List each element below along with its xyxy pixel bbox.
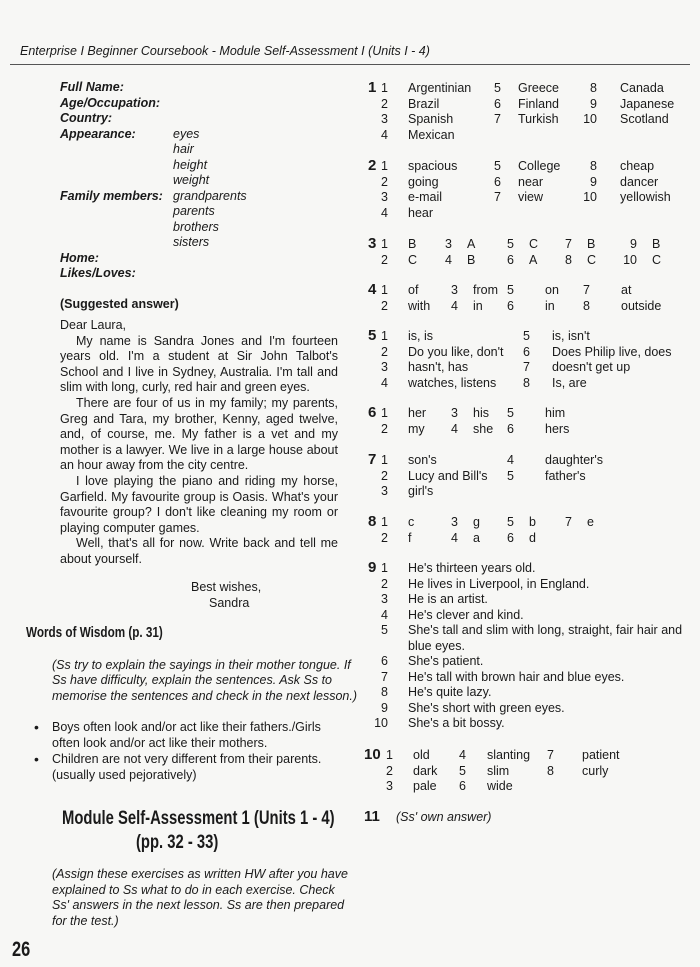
answer-text: she — [473, 421, 494, 436]
likes-label: Likes/Loves: — [60, 266, 136, 280]
module-note-line: Ss' answers in the next lesson. Ss are then prepared — [52, 898, 345, 912]
module-note-line: (Assign these exercises as written HW after you have — [52, 867, 348, 881]
answer-number: 7 — [565, 515, 572, 529]
answer-number: 1 — [381, 159, 388, 173]
answer-text: daughter's — [545, 453, 603, 467]
answer-number: 5 — [507, 237, 514, 251]
answer-text: g — [473, 515, 480, 529]
answer-number: 2 — [381, 252, 388, 267]
home-label: Home: — [60, 251, 99, 265]
answer-number: 2 — [381, 468, 388, 483]
answer-text: He is an artist. — [408, 592, 488, 606]
answer-number: 8 — [565, 252, 572, 267]
answer-number: 7 — [565, 237, 572, 251]
answer-text: Japanese — [620, 96, 675, 111]
module-title: Module Self-Assessment 1 (Units 1 - 4) — [62, 808, 335, 829]
answer-number: 5 — [381, 623, 388, 637]
answer-text: father's — [545, 468, 586, 483]
answer-number: 3 — [451, 515, 458, 529]
answer-number: 6 — [494, 96, 501, 111]
module-note-line: for the test.) — [52, 914, 119, 928]
question-number: 7 — [368, 451, 377, 468]
answer-text: B — [652, 237, 661, 251]
answer-number: 7 — [583, 283, 590, 297]
answer-text: Finland — [518, 96, 559, 111]
answer-number: 6 — [494, 174, 501, 189]
question-number: 1 — [368, 79, 377, 96]
question-number: 9 — [368, 559, 377, 576]
answer-text: College — [518, 159, 561, 173]
appearance-item: weight — [173, 173, 210, 187]
letter-paragraph: There are four of us in my family; my parents, Greg and Tara, my brother, Kenny, aged twelve, and, of course, me. My father is a vet and my mother is a lawyer. We live in a large house about an hour away from the city centre. — [60, 395, 338, 473]
family-item: brothers — [173, 220, 219, 234]
answer-number: 10 — [583, 112, 597, 126]
answer-text: e-mail — [408, 190, 443, 204]
answer-number: 7 — [494, 190, 501, 204]
answer-number: 3 — [386, 779, 393, 793]
answer-text: going — [408, 174, 439, 189]
answer-number: 8 — [381, 685, 388, 699]
wisdom-title: Words of Wisdom (p. 31) — [26, 624, 163, 641]
answer-text: dancer — [620, 174, 659, 189]
answer-number: 7 — [381, 669, 388, 684]
page-header: Enterprise I Beginner Coursebook - Module Self-Assessment I (Units I - 4) — [20, 44, 430, 58]
answer-number: 9 — [590, 96, 597, 111]
answer-number: 2 — [381, 530, 388, 545]
answer-number: 1 — [381, 329, 388, 343]
answer-number: 2 — [381, 576, 388, 591]
answer-number: 2 — [381, 174, 388, 189]
answer-text: He's tall with brown hair and blue eyes. — [408, 669, 625, 684]
answer-text: slanting — [487, 748, 531, 762]
letter-closing: Best wishes, — [191, 580, 262, 594]
answer-number: 5 — [494, 159, 501, 173]
answer-text: She's tall and slim with long, straight, fair hair and — [408, 623, 683, 637]
answer-text: Argentinian — [408, 81, 472, 95]
answer-text: cheap — [620, 159, 655, 173]
answer-text: Canada — [620, 81, 664, 95]
answer-text: Is, are — [552, 375, 587, 390]
answer-text: B — [408, 237, 417, 251]
answer-text: in — [473, 298, 483, 313]
answer-number: 3 — [381, 112, 388, 126]
answer-text: old — [413, 748, 430, 762]
answer-text: girl's — [408, 484, 434, 498]
answer-number: 2 — [386, 763, 393, 778]
answer-text: Does Philip live, does — [552, 344, 672, 359]
answer-number: 4 — [445, 252, 452, 267]
answer-number: 7 — [523, 360, 530, 374]
letter — [60, 318, 338, 568]
letter-paragraph: I love playing the piano and riding my horse, Garfield. My favourite group is Oasis. What's your favourite group? I don't like cleaning my room or playing computer games. — [60, 473, 338, 535]
answer-text: of — [408, 283, 419, 297]
answer-text: outside — [621, 298, 662, 313]
answer-text: pale — [413, 779, 437, 793]
answer-number: 10 — [583, 190, 597, 204]
answer-text: He's quite lazy. — [408, 685, 492, 699]
letter-paragraph: Well, that's all for now. Write back and tell me about yourself. — [60, 536, 338, 566]
header-rule — [10, 64, 690, 65]
answer-number: 1 — [381, 81, 388, 95]
answer-number: 9 — [590, 174, 597, 189]
answer-text: B — [587, 237, 596, 251]
answer-text: He's clever and kind. — [408, 607, 524, 622]
appearance-item: height — [173, 158, 208, 172]
answer-text: C — [529, 237, 539, 251]
answer-text: from — [473, 283, 498, 297]
family-item: parents — [173, 204, 215, 218]
answer-text: Turkish — [518, 112, 559, 126]
answer-text: A — [467, 237, 476, 251]
appearance-label: Appearance: — [60, 127, 136, 141]
answer-number: 4 — [451, 298, 458, 313]
answer-text: slim — [487, 763, 510, 778]
answer-number: 4 — [507, 453, 514, 467]
answer-number: 5 — [459, 763, 466, 778]
page-number: 26 — [12, 938, 31, 961]
answer-text: my — [408, 421, 425, 436]
answer-text: d — [529, 530, 536, 545]
answer-text: She's a bit bossy. — [408, 716, 505, 730]
answer-number: 10 — [374, 716, 388, 730]
answer-number: 5 — [507, 406, 514, 420]
answer-number: 4 — [381, 607, 388, 622]
answer-text: He's thirteen years old. — [408, 561, 536, 575]
answer-number: 6 — [459, 779, 466, 793]
question-number: 5 — [368, 327, 377, 344]
country-label: Country: — [60, 111, 113, 125]
question-number: 8 — [368, 513, 377, 530]
answer-text: his — [473, 406, 489, 420]
wisdom-bullet-line: Boys often look and/or act like their fathers./Girls — [52, 720, 321, 734]
answer-text: yellowish — [620, 190, 671, 204]
answer-text: b — [529, 515, 536, 529]
answer-text: Spanish — [408, 112, 454, 126]
answer-number: 2 — [381, 344, 388, 359]
module-note-line: explained to Ss what to do in each exercise. Check — [52, 883, 335, 897]
answer-number: 3 — [381, 484, 388, 498]
answer-text: Lucy and Bill's — [408, 468, 488, 483]
answer-number: 2 — [381, 96, 388, 111]
answer-number: 9 — [630, 237, 637, 251]
answer-text: e — [587, 515, 594, 529]
answer-number: 3 — [381, 190, 388, 204]
answer-number: 3 — [381, 360, 388, 374]
answer-text: a — [473, 530, 480, 545]
bullet-icon: • — [34, 751, 39, 767]
appearance-item: hair — [173, 142, 194, 156]
family-item: grandparents — [173, 189, 247, 203]
family-label: Family members: — [60, 189, 163, 203]
answer-text: A — [529, 252, 538, 267]
answer-number: 5 — [507, 283, 514, 297]
answer-number: 4 — [451, 421, 458, 436]
wisdom-bullet-line: (usually used pejoratively) — [52, 768, 197, 782]
answer-text: He lives in Liverpool, in England. — [408, 576, 590, 591]
answer-number: 8 — [547, 763, 554, 778]
answer-text: Mexican — [408, 127, 455, 142]
answer-number: 9 — [381, 700, 388, 715]
answer-number: 3 — [445, 237, 452, 251]
answer-text: She's patient. — [408, 654, 484, 668]
answer-number: 2 — [381, 421, 388, 436]
answer-text: her — [408, 406, 427, 420]
answer-number: 6 — [523, 344, 530, 359]
answer-number: 5 — [507, 468, 514, 483]
answer-text: spacious — [408, 159, 458, 173]
answer-text: son's — [408, 453, 437, 467]
answer-number: 1 — [381, 453, 388, 467]
answer-text: watches, listens — [408, 375, 497, 390]
wisdom-bullet-line: often look and/or act like their mothers. — [52, 736, 268, 750]
answer-number: 8 — [523, 375, 530, 390]
answer-number: 5 — [523, 329, 530, 343]
answer-number: 1 — [381, 406, 388, 420]
answer-text: hers — [545, 421, 570, 436]
answer-number: 1 — [381, 561, 388, 575]
answer-number: 4 — [451, 530, 458, 545]
suggested-answer-label: (Suggested answer) — [60, 297, 179, 311]
answer-text: Scotland — [620, 112, 669, 126]
answer-number: 7 — [547, 748, 554, 762]
age-label: Age/Occupation: — [60, 96, 161, 110]
answer-number: 1 — [381, 283, 388, 297]
answer-number: 8 — [583, 298, 590, 313]
answer-text: B — [467, 252, 476, 267]
answer-number: 2 — [381, 298, 388, 313]
answer-text: patient — [582, 748, 620, 762]
answer-text: is, is — [408, 329, 433, 343]
answer-text: f — [408, 530, 412, 545]
answer-text: in — [545, 298, 555, 313]
answer-text: dark — [413, 763, 438, 778]
question-number: 6 — [368, 404, 377, 421]
letter-signature: Sandra — [209, 596, 250, 610]
answer-text: She's short with green eyes. — [408, 700, 565, 715]
answer-number: 3 — [451, 283, 458, 297]
answer-number: 4 — [381, 127, 388, 142]
answer-number: 4 — [381, 205, 388, 220]
answer-text: (Ss' own answer) — [396, 810, 492, 824]
answer-number: 6 — [507, 252, 514, 267]
question-number: 2 — [368, 157, 377, 174]
answer-text: Greece — [518, 81, 559, 95]
answer-text: Brazil — [408, 96, 440, 111]
wisdom-bullet-line: Children are not very different from their parents. — [52, 752, 322, 766]
answer-text: him — [545, 406, 566, 420]
answer-number: 1 — [381, 237, 388, 251]
answer-number: 6 — [507, 421, 514, 436]
answer-number: 4 — [459, 748, 466, 762]
answer-text: C — [587, 252, 597, 267]
answer-text: is, isn't — [552, 329, 590, 343]
answer-text: Do you like, don't — [408, 344, 504, 359]
wisdom-note-line: memorise the sentences and check in the next lesson.) — [52, 689, 358, 703]
bullet-icon: • — [34, 719, 39, 735]
module-pages: (pp. 32 - 33) — [136, 832, 219, 853]
answer-text: doesn't get up — [552, 360, 631, 374]
answer-text: c — [408, 515, 415, 529]
answer-number: 10 — [623, 252, 637, 267]
answer-text: at — [621, 283, 632, 297]
answer-text: blue eyes. — [408, 638, 465, 653]
appearance-item: eyes — [173, 127, 200, 141]
wisdom-note-line: (Ss try to explain the sayings in their mother tongue. If — [52, 658, 351, 672]
answer-number: 1 — [381, 515, 388, 529]
answer-text: near — [518, 174, 544, 189]
answer-text: on — [545, 283, 559, 297]
answer-text: curly — [582, 763, 609, 778]
answer-number: 8 — [590, 81, 597, 95]
letter-paragraph: My name is Sandra Jones and I'm fourteen years old. I'm a student at Sir John Talbot's School and I live in Sydney, Australia. I'm tall and slim with long, curly, red hair and green eyes. — [60, 333, 338, 395]
answer-number: 5 — [507, 515, 514, 529]
answer-number: 1 — [386, 748, 393, 762]
answer-text: with — [408, 298, 431, 313]
question-number: 3 — [368, 235, 377, 252]
answer-text: hear — [408, 205, 434, 220]
answer-number: 3 — [451, 406, 458, 420]
answer-text: wide — [487, 779, 513, 793]
answer-number: 3 — [381, 592, 388, 606]
answer-text: view — [518, 190, 544, 204]
family-item: sisters — [173, 235, 210, 249]
answer-text: C — [408, 252, 418, 267]
question-number: 10 — [364, 746, 381, 763]
answer-number: 6 — [507, 298, 514, 313]
wisdom-note-line: Ss have difficulty, explain the sentences. Ask Ss to — [52, 673, 333, 687]
answer-text: C — [652, 252, 662, 267]
answer-text: hasn't, has — [408, 360, 469, 374]
full-name-label: Full Name: — [60, 80, 124, 94]
answer-number: 6 — [507, 530, 514, 545]
answer-number: 5 — [494, 81, 501, 95]
question-number: 4 — [368, 281, 377, 298]
answer-number: 6 — [381, 654, 388, 668]
answer-number: 4 — [381, 375, 388, 390]
letter-salutation: Dear Laura, — [60, 318, 127, 332]
answer-number: 7 — [494, 112, 501, 126]
question-number: 11 — [364, 808, 380, 825]
answer-number: 8 — [590, 159, 597, 173]
